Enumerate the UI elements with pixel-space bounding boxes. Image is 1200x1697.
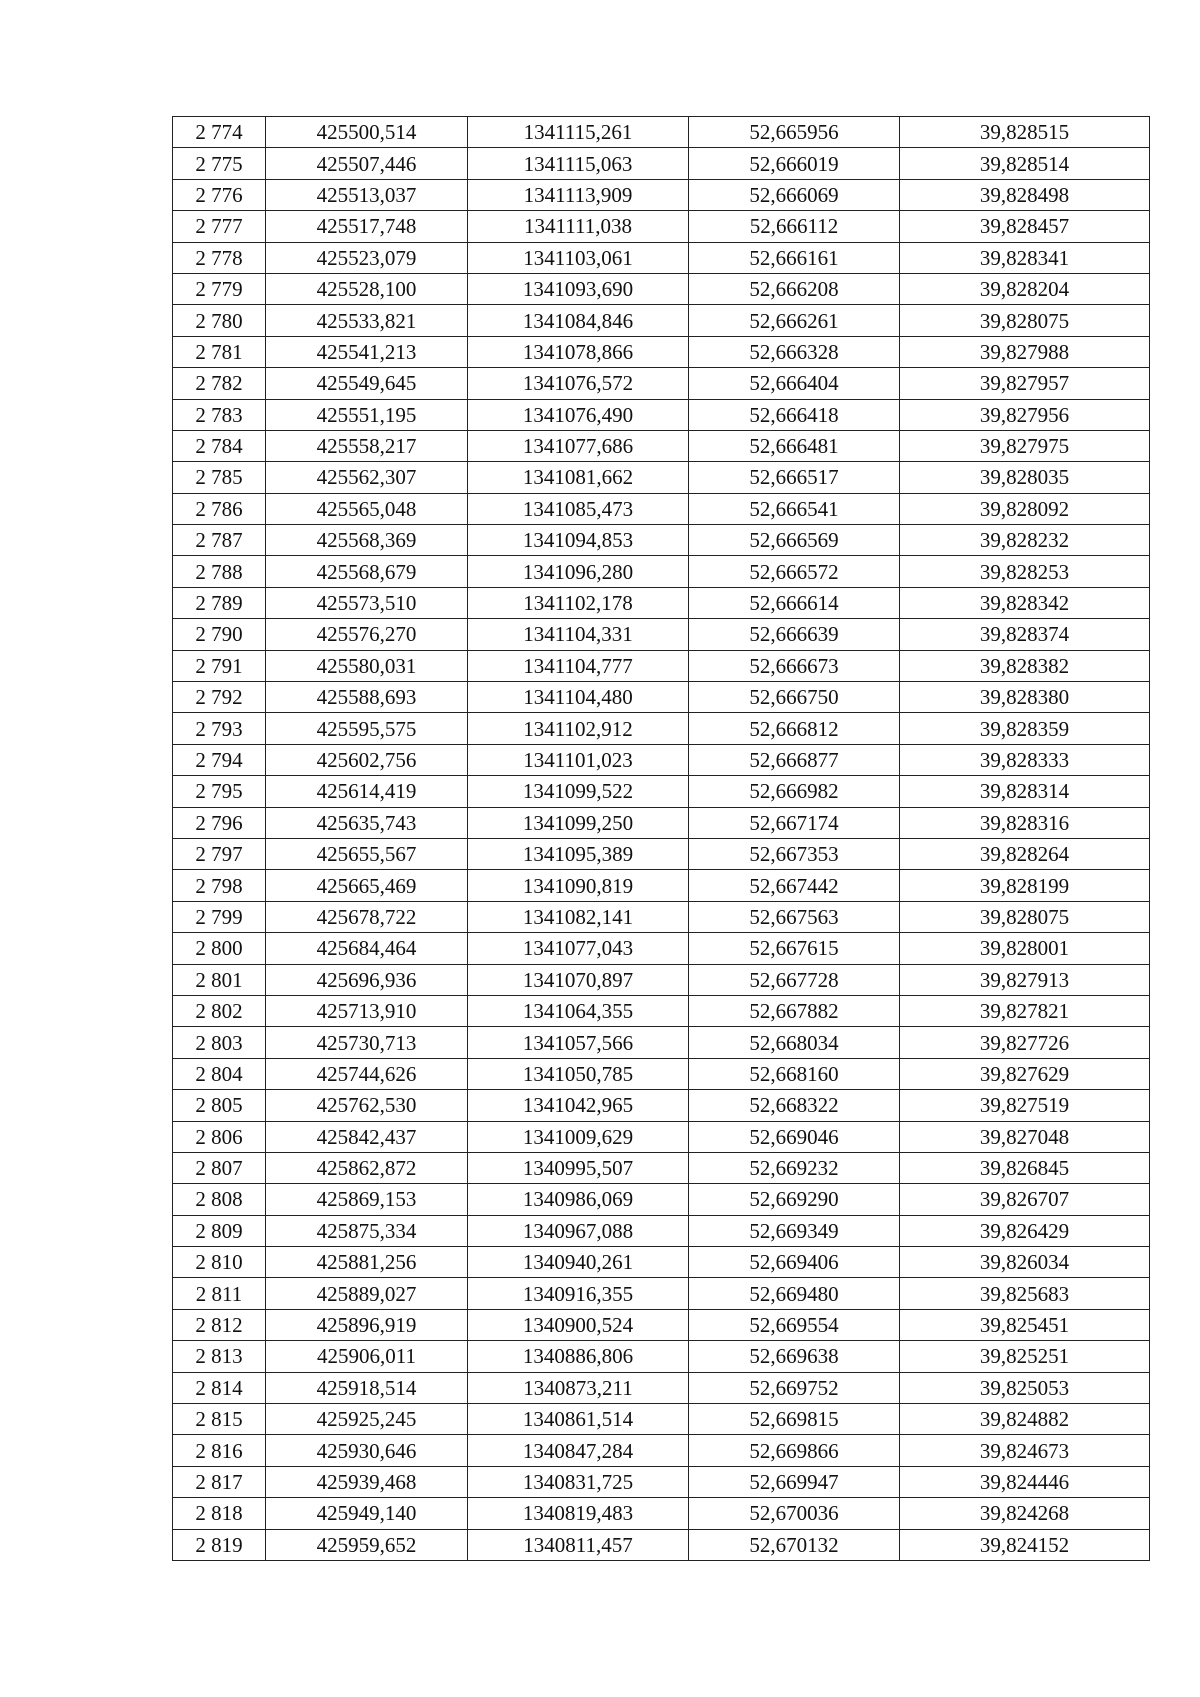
x-coordinate-cell: 425595,575 xyxy=(266,713,468,744)
point-number-cell: 2 798 xyxy=(173,870,266,901)
point-number-cell: 2 814 xyxy=(173,1372,266,1403)
point-number-cell: 2 781 xyxy=(173,336,266,367)
latitude-cell: 52,667563 xyxy=(689,901,900,932)
point-number-cell: 2 774 xyxy=(173,117,266,148)
latitude-cell: 52,666572 xyxy=(689,556,900,587)
longitude-cell: 39,824882 xyxy=(900,1404,1150,1435)
longitude-cell: 39,827988 xyxy=(900,336,1150,367)
latitude-cell: 52,666812 xyxy=(689,713,900,744)
point-number-cell: 2 793 xyxy=(173,713,266,744)
y-coordinate-cell: 1341115,063 xyxy=(468,148,689,179)
point-number-cell: 2 784 xyxy=(173,430,266,461)
x-coordinate-cell: 425558,217 xyxy=(266,430,468,461)
point-number-cell: 2 805 xyxy=(173,1090,266,1121)
x-coordinate-cell: 425862,872 xyxy=(266,1152,468,1183)
x-coordinate-cell: 425696,936 xyxy=(266,964,468,995)
longitude-cell: 39,827956 xyxy=(900,399,1150,430)
table-row xyxy=(173,305,1150,336)
point-number-cell: 2 783 xyxy=(173,399,266,430)
x-coordinate-cell: 425655,567 xyxy=(266,838,468,869)
y-coordinate-cell: 1341094,853 xyxy=(468,525,689,556)
latitude-cell: 52,666208 xyxy=(689,273,900,304)
y-coordinate-cell: 1341101,023 xyxy=(468,744,689,775)
y-coordinate-cell: 1340986,069 xyxy=(468,1184,689,1215)
longitude-cell: 39,825451 xyxy=(900,1309,1150,1340)
latitude-cell: 52,669046 xyxy=(689,1121,900,1152)
latitude-cell: 52,667174 xyxy=(689,807,900,838)
y-coordinate-cell: 1340886,806 xyxy=(468,1341,689,1372)
y-coordinate-cell: 1341077,043 xyxy=(468,933,689,964)
point-number-cell: 2 777 xyxy=(173,211,266,242)
table-row xyxy=(173,211,1150,242)
latitude-cell: 52,666569 xyxy=(689,525,900,556)
y-coordinate-cell: 1341115,261 xyxy=(468,117,689,148)
y-coordinate-cell: 1341042,965 xyxy=(468,1090,689,1121)
table-row xyxy=(173,462,1150,493)
longitude-cell: 39,828515 xyxy=(900,117,1150,148)
latitude-cell: 52,669349 xyxy=(689,1215,900,1246)
point-number-cell: 2 787 xyxy=(173,525,266,556)
longitude-cell: 39,827913 xyxy=(900,964,1150,995)
point-number-cell: 2 808 xyxy=(173,1184,266,1215)
x-coordinate-cell: 425614,419 xyxy=(266,776,468,807)
point-number-cell: 2 796 xyxy=(173,807,266,838)
point-number-cell: 2 788 xyxy=(173,556,266,587)
x-coordinate-cell: 425925,245 xyxy=(266,1404,468,1435)
x-coordinate-cell: 425930,646 xyxy=(266,1435,468,1466)
latitude-cell: 52,669290 xyxy=(689,1184,900,1215)
point-number-cell: 2 785 xyxy=(173,462,266,493)
x-coordinate-cell: 425533,821 xyxy=(266,305,468,336)
latitude-cell: 52,666112 xyxy=(689,211,900,242)
latitude-cell: 52,666614 xyxy=(689,587,900,618)
coordinates-table xyxy=(172,116,1150,1561)
x-coordinate-cell: 425528,100 xyxy=(266,273,468,304)
y-coordinate-cell: 1341104,777 xyxy=(468,650,689,681)
x-coordinate-cell: 425684,464 xyxy=(266,933,468,964)
longitude-cell: 39,828382 xyxy=(900,650,1150,681)
latitude-cell: 52,666404 xyxy=(689,368,900,399)
point-number-cell: 2 778 xyxy=(173,242,266,273)
point-number-cell: 2 819 xyxy=(173,1529,266,1560)
longitude-cell: 39,828457 xyxy=(900,211,1150,242)
y-coordinate-cell: 1341113,909 xyxy=(468,179,689,210)
y-coordinate-cell: 1340967,088 xyxy=(468,1215,689,1246)
latitude-cell: 52,667442 xyxy=(689,870,900,901)
x-coordinate-cell: 425730,713 xyxy=(266,1027,468,1058)
longitude-cell: 39,828342 xyxy=(900,587,1150,618)
longitude-cell: 39,826707 xyxy=(900,1184,1150,1215)
table-row xyxy=(173,1404,1150,1435)
table-row xyxy=(173,619,1150,650)
x-coordinate-cell: 425500,514 xyxy=(266,117,468,148)
table-row xyxy=(173,776,1150,807)
table-row xyxy=(173,179,1150,210)
y-coordinate-cell: 1341070,897 xyxy=(468,964,689,995)
latitude-cell: 52,670132 xyxy=(689,1529,900,1560)
latitude-cell: 52,666639 xyxy=(689,619,900,650)
longitude-cell: 39,828333 xyxy=(900,744,1150,775)
table-row xyxy=(173,682,1150,713)
point-number-cell: 2 799 xyxy=(173,901,266,932)
x-coordinate-cell: 425551,195 xyxy=(266,399,468,430)
x-coordinate-cell: 425842,437 xyxy=(266,1121,468,1152)
longitude-cell: 39,827726 xyxy=(900,1027,1150,1058)
y-coordinate-cell: 1341084,846 xyxy=(468,305,689,336)
point-number-cell: 2 802 xyxy=(173,995,266,1026)
x-coordinate-cell: 425665,469 xyxy=(266,870,468,901)
y-coordinate-cell: 1341082,141 xyxy=(468,901,689,932)
longitude-cell: 39,828253 xyxy=(900,556,1150,587)
latitude-cell: 52,666481 xyxy=(689,430,900,461)
y-coordinate-cell: 1341099,522 xyxy=(468,776,689,807)
point-number-cell: 2 812 xyxy=(173,1309,266,1340)
table-row xyxy=(173,713,1150,744)
x-coordinate-cell: 425523,079 xyxy=(266,242,468,273)
table-row xyxy=(173,1184,1150,1215)
table-row xyxy=(173,1529,1150,1560)
y-coordinate-cell: 1340819,483 xyxy=(468,1498,689,1529)
x-coordinate-cell: 425959,652 xyxy=(266,1529,468,1560)
longitude-cell: 39,828380 xyxy=(900,682,1150,713)
coordinates-table-body xyxy=(173,117,1150,1561)
longitude-cell: 39,825683 xyxy=(900,1278,1150,1309)
table-row xyxy=(173,273,1150,304)
y-coordinate-cell: 1340900,524 xyxy=(468,1309,689,1340)
table-row xyxy=(173,650,1150,681)
y-coordinate-cell: 1340873,211 xyxy=(468,1372,689,1403)
y-coordinate-cell: 1341103,061 xyxy=(468,242,689,273)
table-row xyxy=(173,1372,1150,1403)
y-coordinate-cell: 1341078,866 xyxy=(468,336,689,367)
table-row xyxy=(173,807,1150,838)
y-coordinate-cell: 1340831,725 xyxy=(468,1466,689,1497)
y-coordinate-cell: 1341096,280 xyxy=(468,556,689,587)
longitude-cell: 39,827048 xyxy=(900,1121,1150,1152)
x-coordinate-cell: 425517,748 xyxy=(266,211,468,242)
table-row xyxy=(173,1498,1150,1529)
latitude-cell: 52,669866 xyxy=(689,1435,900,1466)
latitude-cell: 52,669947 xyxy=(689,1466,900,1497)
latitude-cell: 52,666161 xyxy=(689,242,900,273)
table-row xyxy=(173,1121,1150,1152)
y-coordinate-cell: 1340847,284 xyxy=(468,1435,689,1466)
latitude-cell: 52,667615 xyxy=(689,933,900,964)
y-coordinate-cell: 1340811,457 xyxy=(468,1529,689,1560)
longitude-cell: 39,828314 xyxy=(900,776,1150,807)
longitude-cell: 39,825251 xyxy=(900,1341,1150,1372)
table-row xyxy=(173,336,1150,367)
point-number-cell: 2 780 xyxy=(173,305,266,336)
x-coordinate-cell: 425762,530 xyxy=(266,1090,468,1121)
point-number-cell: 2 800 xyxy=(173,933,266,964)
latitude-cell: 52,666019 xyxy=(689,148,900,179)
point-number-cell: 2 776 xyxy=(173,179,266,210)
y-coordinate-cell: 1340940,261 xyxy=(468,1247,689,1278)
table-row xyxy=(173,744,1150,775)
y-coordinate-cell: 1341104,480 xyxy=(468,682,689,713)
longitude-cell: 39,827975 xyxy=(900,430,1150,461)
point-number-cell: 2 790 xyxy=(173,619,266,650)
table-row xyxy=(173,1058,1150,1089)
longitude-cell: 39,826034 xyxy=(900,1247,1150,1278)
y-coordinate-cell: 1341102,178 xyxy=(468,587,689,618)
latitude-cell: 52,666541 xyxy=(689,493,900,524)
x-coordinate-cell: 425507,446 xyxy=(266,148,468,179)
point-number-cell: 2 789 xyxy=(173,587,266,618)
y-coordinate-cell: 1341081,662 xyxy=(468,462,689,493)
latitude-cell: 52,666261 xyxy=(689,305,900,336)
x-coordinate-cell: 425573,510 xyxy=(266,587,468,618)
x-coordinate-cell: 425881,256 xyxy=(266,1247,468,1278)
x-coordinate-cell: 425602,756 xyxy=(266,744,468,775)
y-coordinate-cell: 1341093,690 xyxy=(468,273,689,304)
longitude-cell: 39,828359 xyxy=(900,713,1150,744)
longitude-cell: 39,828204 xyxy=(900,273,1150,304)
x-coordinate-cell: 425713,910 xyxy=(266,995,468,1026)
latitude-cell: 52,670036 xyxy=(689,1498,900,1529)
latitude-cell: 52,669480 xyxy=(689,1278,900,1309)
table-row xyxy=(173,117,1150,148)
latitude-cell: 52,666418 xyxy=(689,399,900,430)
latitude-cell: 52,669232 xyxy=(689,1152,900,1183)
table-row xyxy=(173,870,1150,901)
point-number-cell: 2 797 xyxy=(173,838,266,869)
longitude-cell: 39,828092 xyxy=(900,493,1150,524)
x-coordinate-cell: 425541,213 xyxy=(266,336,468,367)
table-row xyxy=(173,430,1150,461)
longitude-cell: 39,828075 xyxy=(900,305,1150,336)
longitude-cell: 39,828075 xyxy=(900,901,1150,932)
y-coordinate-cell: 1341095,389 xyxy=(468,838,689,869)
y-coordinate-cell: 1341009,629 xyxy=(468,1121,689,1152)
point-number-cell: 2 811 xyxy=(173,1278,266,1309)
point-number-cell: 2 804 xyxy=(173,1058,266,1089)
table-row xyxy=(173,1027,1150,1058)
latitude-cell: 52,669752 xyxy=(689,1372,900,1403)
table-row xyxy=(173,901,1150,932)
table-row xyxy=(173,493,1150,524)
x-coordinate-cell: 425513,037 xyxy=(266,179,468,210)
table-row xyxy=(173,242,1150,273)
x-coordinate-cell: 425562,307 xyxy=(266,462,468,493)
point-number-cell: 2 817 xyxy=(173,1466,266,1497)
table-row xyxy=(173,1247,1150,1278)
y-coordinate-cell: 1341057,566 xyxy=(468,1027,689,1058)
point-number-cell: 2 815 xyxy=(173,1404,266,1435)
x-coordinate-cell: 425889,027 xyxy=(266,1278,468,1309)
longitude-cell: 39,828374 xyxy=(900,619,1150,650)
longitude-cell: 39,828264 xyxy=(900,838,1150,869)
table-row xyxy=(173,556,1150,587)
latitude-cell: 52,667882 xyxy=(689,995,900,1026)
x-coordinate-cell: 425565,048 xyxy=(266,493,468,524)
y-coordinate-cell: 1341099,250 xyxy=(468,807,689,838)
x-coordinate-cell: 425678,722 xyxy=(266,901,468,932)
point-number-cell: 2 818 xyxy=(173,1498,266,1529)
latitude-cell: 52,666673 xyxy=(689,650,900,681)
longitude-cell: 39,827519 xyxy=(900,1090,1150,1121)
latitude-cell: 52,668160 xyxy=(689,1058,900,1089)
y-coordinate-cell: 1341090,819 xyxy=(468,870,689,901)
latitude-cell: 52,669638 xyxy=(689,1341,900,1372)
longitude-cell: 39,824268 xyxy=(900,1498,1150,1529)
longitude-cell: 39,828001 xyxy=(900,933,1150,964)
longitude-cell: 39,826845 xyxy=(900,1152,1150,1183)
longitude-cell: 39,828514 xyxy=(900,148,1150,179)
longitude-cell: 39,824673 xyxy=(900,1435,1150,1466)
point-number-cell: 2 806 xyxy=(173,1121,266,1152)
point-number-cell: 2 795 xyxy=(173,776,266,807)
table-row xyxy=(173,525,1150,556)
y-coordinate-cell: 1341111,038 xyxy=(468,211,689,242)
latitude-cell: 52,666750 xyxy=(689,682,900,713)
x-coordinate-cell: 425549,645 xyxy=(266,368,468,399)
x-coordinate-cell: 425949,140 xyxy=(266,1498,468,1529)
latitude-cell: 52,666877 xyxy=(689,744,900,775)
table-row xyxy=(173,838,1150,869)
y-coordinate-cell: 1340916,355 xyxy=(468,1278,689,1309)
latitude-cell: 52,667353 xyxy=(689,838,900,869)
longitude-cell: 39,828341 xyxy=(900,242,1150,273)
y-coordinate-cell: 1341064,355 xyxy=(468,995,689,1026)
x-coordinate-cell: 425869,153 xyxy=(266,1184,468,1215)
y-coordinate-cell: 1340861,514 xyxy=(468,1404,689,1435)
x-coordinate-cell: 425576,270 xyxy=(266,619,468,650)
table-row xyxy=(173,148,1150,179)
point-number-cell: 2 810 xyxy=(173,1247,266,1278)
x-coordinate-cell: 425906,011 xyxy=(266,1341,468,1372)
point-number-cell: 2 791 xyxy=(173,650,266,681)
table-row xyxy=(173,1278,1150,1309)
longitude-cell: 39,827821 xyxy=(900,995,1150,1026)
table-row xyxy=(173,1152,1150,1183)
y-coordinate-cell: 1341050,785 xyxy=(468,1058,689,1089)
table-row xyxy=(173,1466,1150,1497)
longitude-cell: 39,828498 xyxy=(900,179,1150,210)
table-row xyxy=(173,587,1150,618)
longitude-cell: 39,824446 xyxy=(900,1466,1150,1497)
latitude-cell: 52,668322 xyxy=(689,1090,900,1121)
point-number-cell: 2 786 xyxy=(173,493,266,524)
y-coordinate-cell: 1341102,912 xyxy=(468,713,689,744)
y-coordinate-cell: 1341104,331 xyxy=(468,619,689,650)
latitude-cell: 52,667728 xyxy=(689,964,900,995)
longitude-cell: 39,828035 xyxy=(900,462,1150,493)
latitude-cell: 52,668034 xyxy=(689,1027,900,1058)
x-coordinate-cell: 425896,919 xyxy=(266,1309,468,1340)
y-coordinate-cell: 1341076,572 xyxy=(468,368,689,399)
table-row xyxy=(173,995,1150,1026)
y-coordinate-cell: 1341076,490 xyxy=(468,399,689,430)
point-number-cell: 2 775 xyxy=(173,148,266,179)
point-number-cell: 2 801 xyxy=(173,964,266,995)
x-coordinate-cell: 425744,626 xyxy=(266,1058,468,1089)
longitude-cell: 39,827629 xyxy=(900,1058,1150,1089)
point-number-cell: 2 807 xyxy=(173,1152,266,1183)
table-row xyxy=(173,399,1150,430)
table-row xyxy=(173,1435,1150,1466)
latitude-cell: 52,666328 xyxy=(689,336,900,367)
longitude-cell: 39,824152 xyxy=(900,1529,1150,1560)
point-number-cell: 2 803 xyxy=(173,1027,266,1058)
longitude-cell: 39,828199 xyxy=(900,870,1150,901)
latitude-cell: 52,665956 xyxy=(689,117,900,148)
longitude-cell: 39,826429 xyxy=(900,1215,1150,1246)
y-coordinate-cell: 1341085,473 xyxy=(468,493,689,524)
point-number-cell: 2 794 xyxy=(173,744,266,775)
latitude-cell: 52,666517 xyxy=(689,462,900,493)
table-row xyxy=(173,964,1150,995)
table-row xyxy=(173,1215,1150,1246)
point-number-cell: 2 816 xyxy=(173,1435,266,1466)
latitude-cell: 52,669406 xyxy=(689,1247,900,1278)
x-coordinate-cell: 425918,514 xyxy=(266,1372,468,1403)
table-row xyxy=(173,1090,1150,1121)
latitude-cell: 52,669815 xyxy=(689,1404,900,1435)
point-number-cell: 2 813 xyxy=(173,1341,266,1372)
point-number-cell: 2 792 xyxy=(173,682,266,713)
longitude-cell: 39,828232 xyxy=(900,525,1150,556)
table-row xyxy=(173,1341,1150,1372)
longitude-cell: 39,825053 xyxy=(900,1372,1150,1403)
table-row xyxy=(173,1309,1150,1340)
point-number-cell: 2 782 xyxy=(173,368,266,399)
x-coordinate-cell: 425875,334 xyxy=(266,1215,468,1246)
longitude-cell: 39,827957 xyxy=(900,368,1150,399)
x-coordinate-cell: 425580,031 xyxy=(266,650,468,681)
point-number-cell: 2 809 xyxy=(173,1215,266,1246)
latitude-cell: 52,666069 xyxy=(689,179,900,210)
latitude-cell: 52,666982 xyxy=(689,776,900,807)
point-number-cell: 2 779 xyxy=(173,273,266,304)
y-coordinate-cell: 1340995,507 xyxy=(468,1152,689,1183)
x-coordinate-cell: 425939,468 xyxy=(266,1466,468,1497)
y-coordinate-cell: 1341077,686 xyxy=(468,430,689,461)
x-coordinate-cell: 425568,369 xyxy=(266,525,468,556)
x-coordinate-cell: 425635,743 xyxy=(266,807,468,838)
x-coordinate-cell: 425588,693 xyxy=(266,682,468,713)
table-row xyxy=(173,368,1150,399)
longitude-cell: 39,828316 xyxy=(900,807,1150,838)
table-row xyxy=(173,933,1150,964)
latitude-cell: 52,669554 xyxy=(689,1309,900,1340)
x-coordinate-cell: 425568,679 xyxy=(266,556,468,587)
